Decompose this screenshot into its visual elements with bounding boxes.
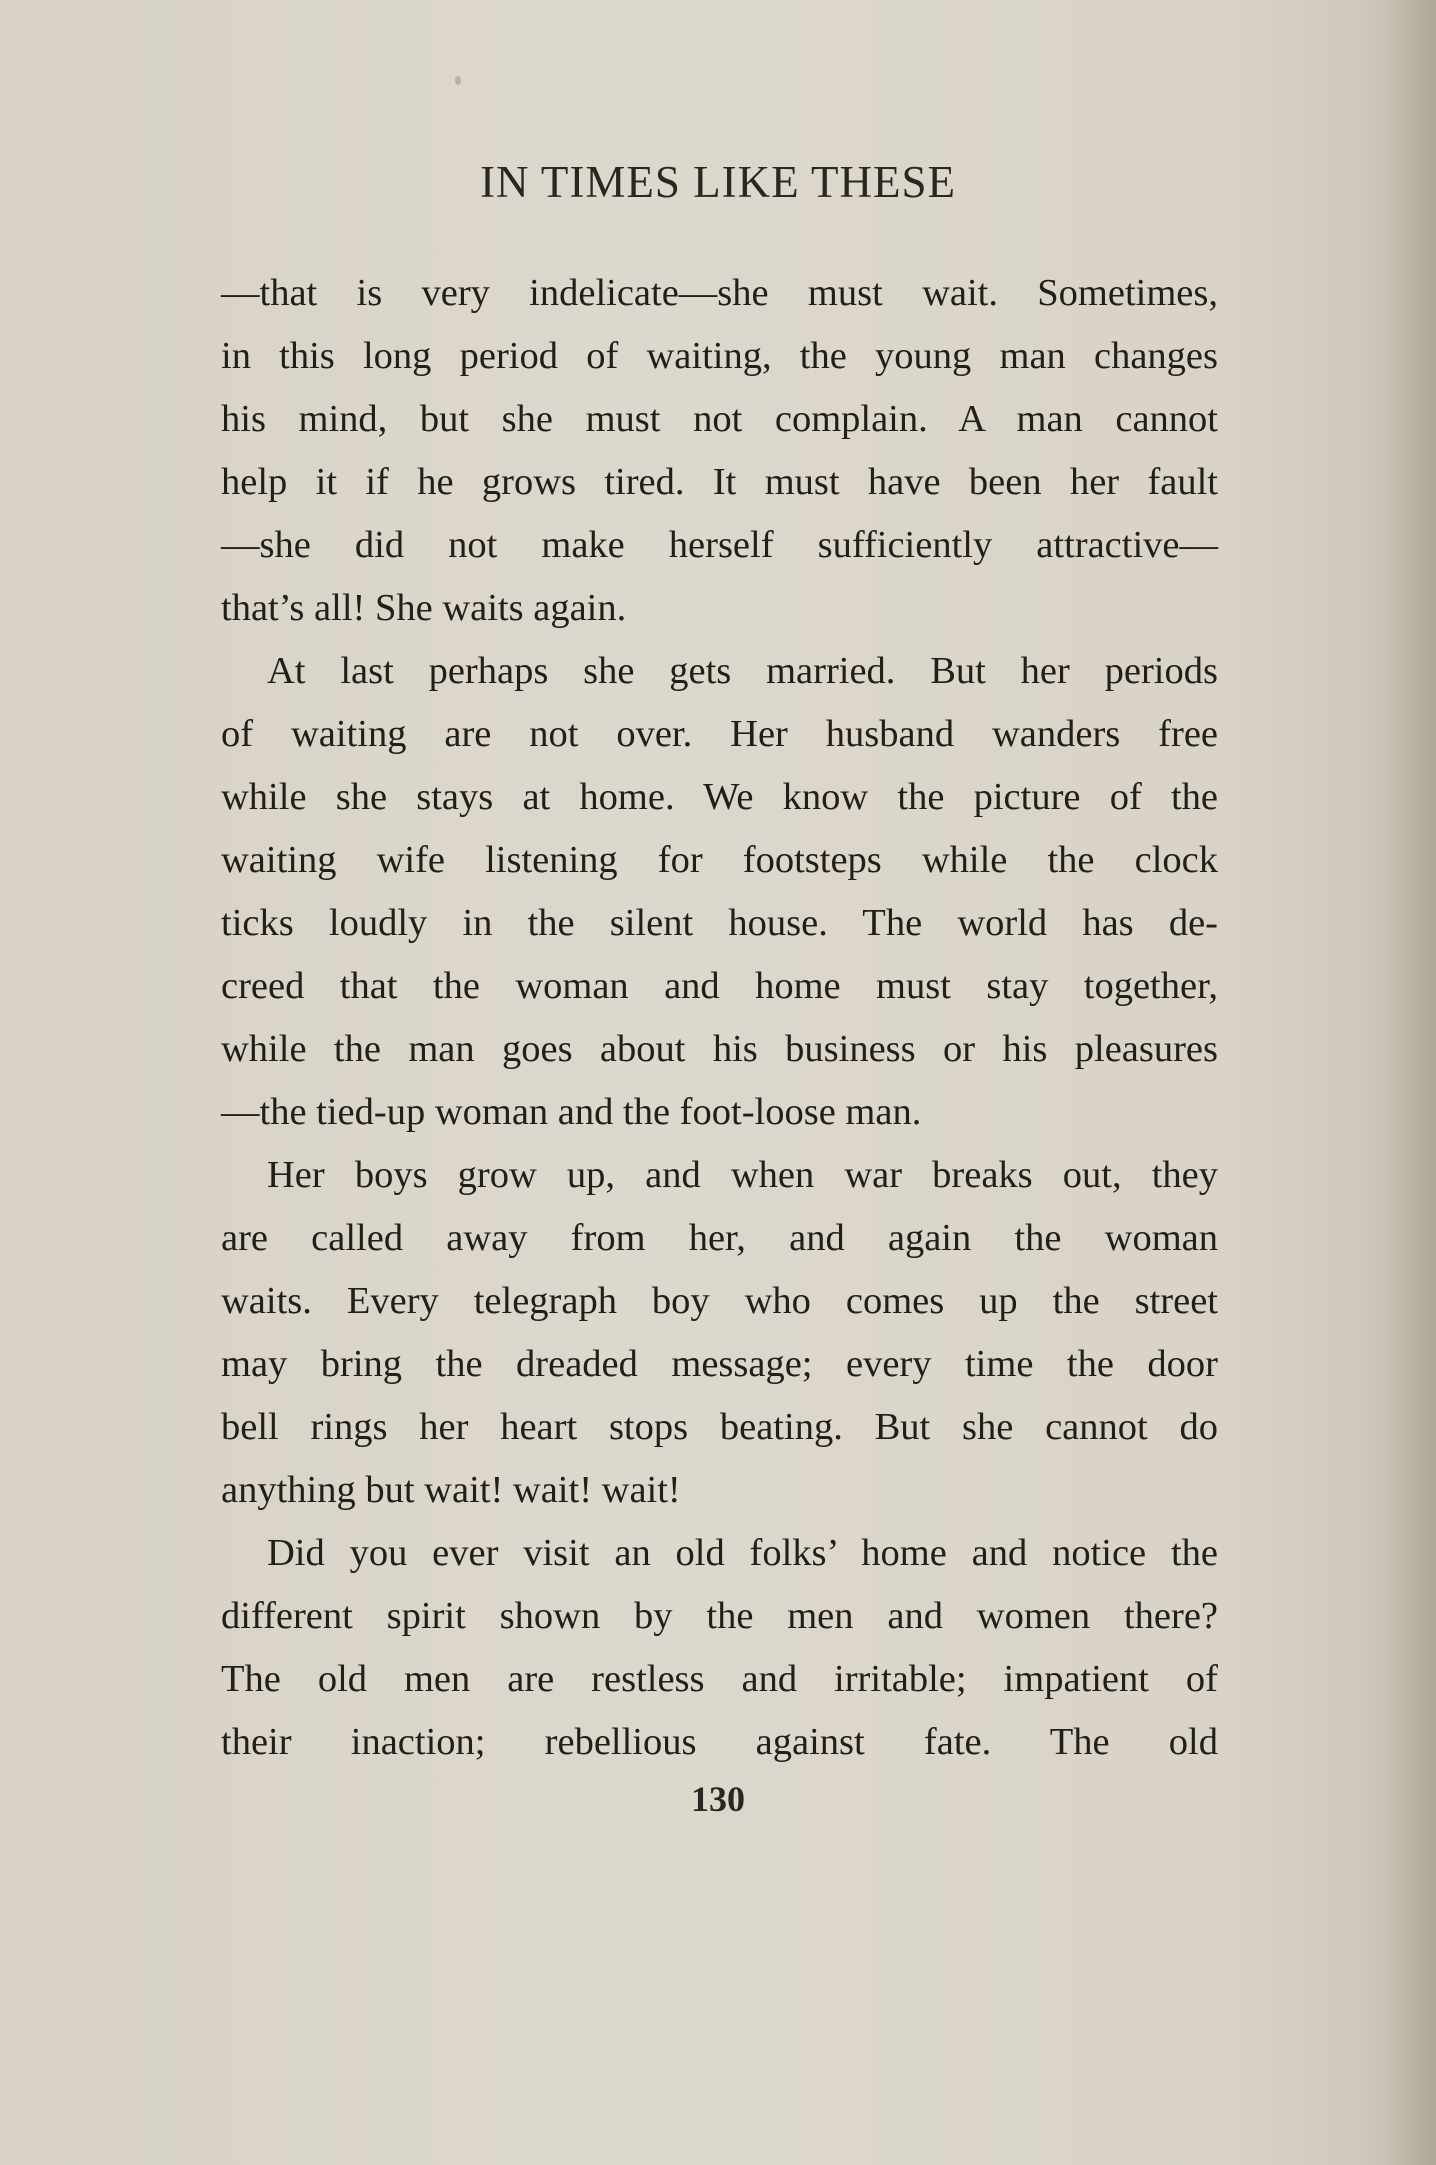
paragraph bbox=[221, 1144, 1218, 1522]
text-line: their inaction; rebellious against fate. The old bbox=[221, 1721, 1218, 1763]
text-line: ticks loudly in the silent house. The world has de- bbox=[221, 902, 1218, 944]
text-line: while she stays at home. We know the picture of the bbox=[221, 776, 1218, 818]
text-line: Did you ever visit an old folks’ home and notice the bbox=[267, 1532, 1218, 1574]
text-line: in this long period of waiting, the young man changes bbox=[221, 335, 1218, 377]
text-line: —she did not make herself sufficiently attractive— bbox=[221, 524, 1218, 566]
text-line: creed that the woman and home must stay together, bbox=[221, 965, 1218, 1007]
text-line: may bring the dreaded message; every time the door bbox=[221, 1343, 1218, 1385]
text-line: The old men are restless and irritable; impatient of bbox=[221, 1658, 1218, 1700]
text-line: of waiting are not over. Her husband wanders free bbox=[221, 713, 1218, 755]
text-line: anything but wait! wait! wait! bbox=[221, 1469, 681, 1511]
paragraph bbox=[221, 640, 1218, 1144]
text-line: bell rings her heart stops beating. But she cannot do bbox=[221, 1406, 1218, 1448]
text-line: waiting wife listening for footsteps while the clock bbox=[221, 839, 1218, 881]
page-number: 130 bbox=[691, 1779, 745, 1819]
text-line: waits. Every telegraph boy who comes up the street bbox=[221, 1280, 1218, 1322]
text-line: while the man goes about his business or his pleasures bbox=[221, 1028, 1218, 1070]
paper-speck bbox=[455, 76, 461, 85]
paragraph bbox=[221, 262, 1218, 640]
text-line: —that is very indelicate—she must wait. Sometimes, bbox=[221, 272, 1218, 314]
text-line: that’s all! She waits again. bbox=[221, 587, 627, 629]
text-line: different spirit shown by the men and women there? bbox=[221, 1595, 1218, 1637]
paragraph bbox=[221, 1522, 1218, 1774]
text-line: help it if he grows tired. It must have been her fault bbox=[221, 461, 1218, 503]
text-line: his mind, but she must not complain. A man cannot bbox=[221, 398, 1218, 440]
text-line: —the tied-up woman and the foot-loose man. bbox=[221, 1091, 922, 1133]
text-line: At last perhaps she gets married. But her periods bbox=[267, 650, 1218, 692]
page-edge-shadow bbox=[1388, 0, 1436, 2165]
running-head: IN TIMES LIKE THESE bbox=[479, 157, 957, 207]
body-text bbox=[221, 262, 1218, 1774]
text-line: are called away from her, and again the woman bbox=[221, 1217, 1218, 1259]
text-line: Her boys grow up, and when war breaks out, they bbox=[267, 1154, 1218, 1196]
